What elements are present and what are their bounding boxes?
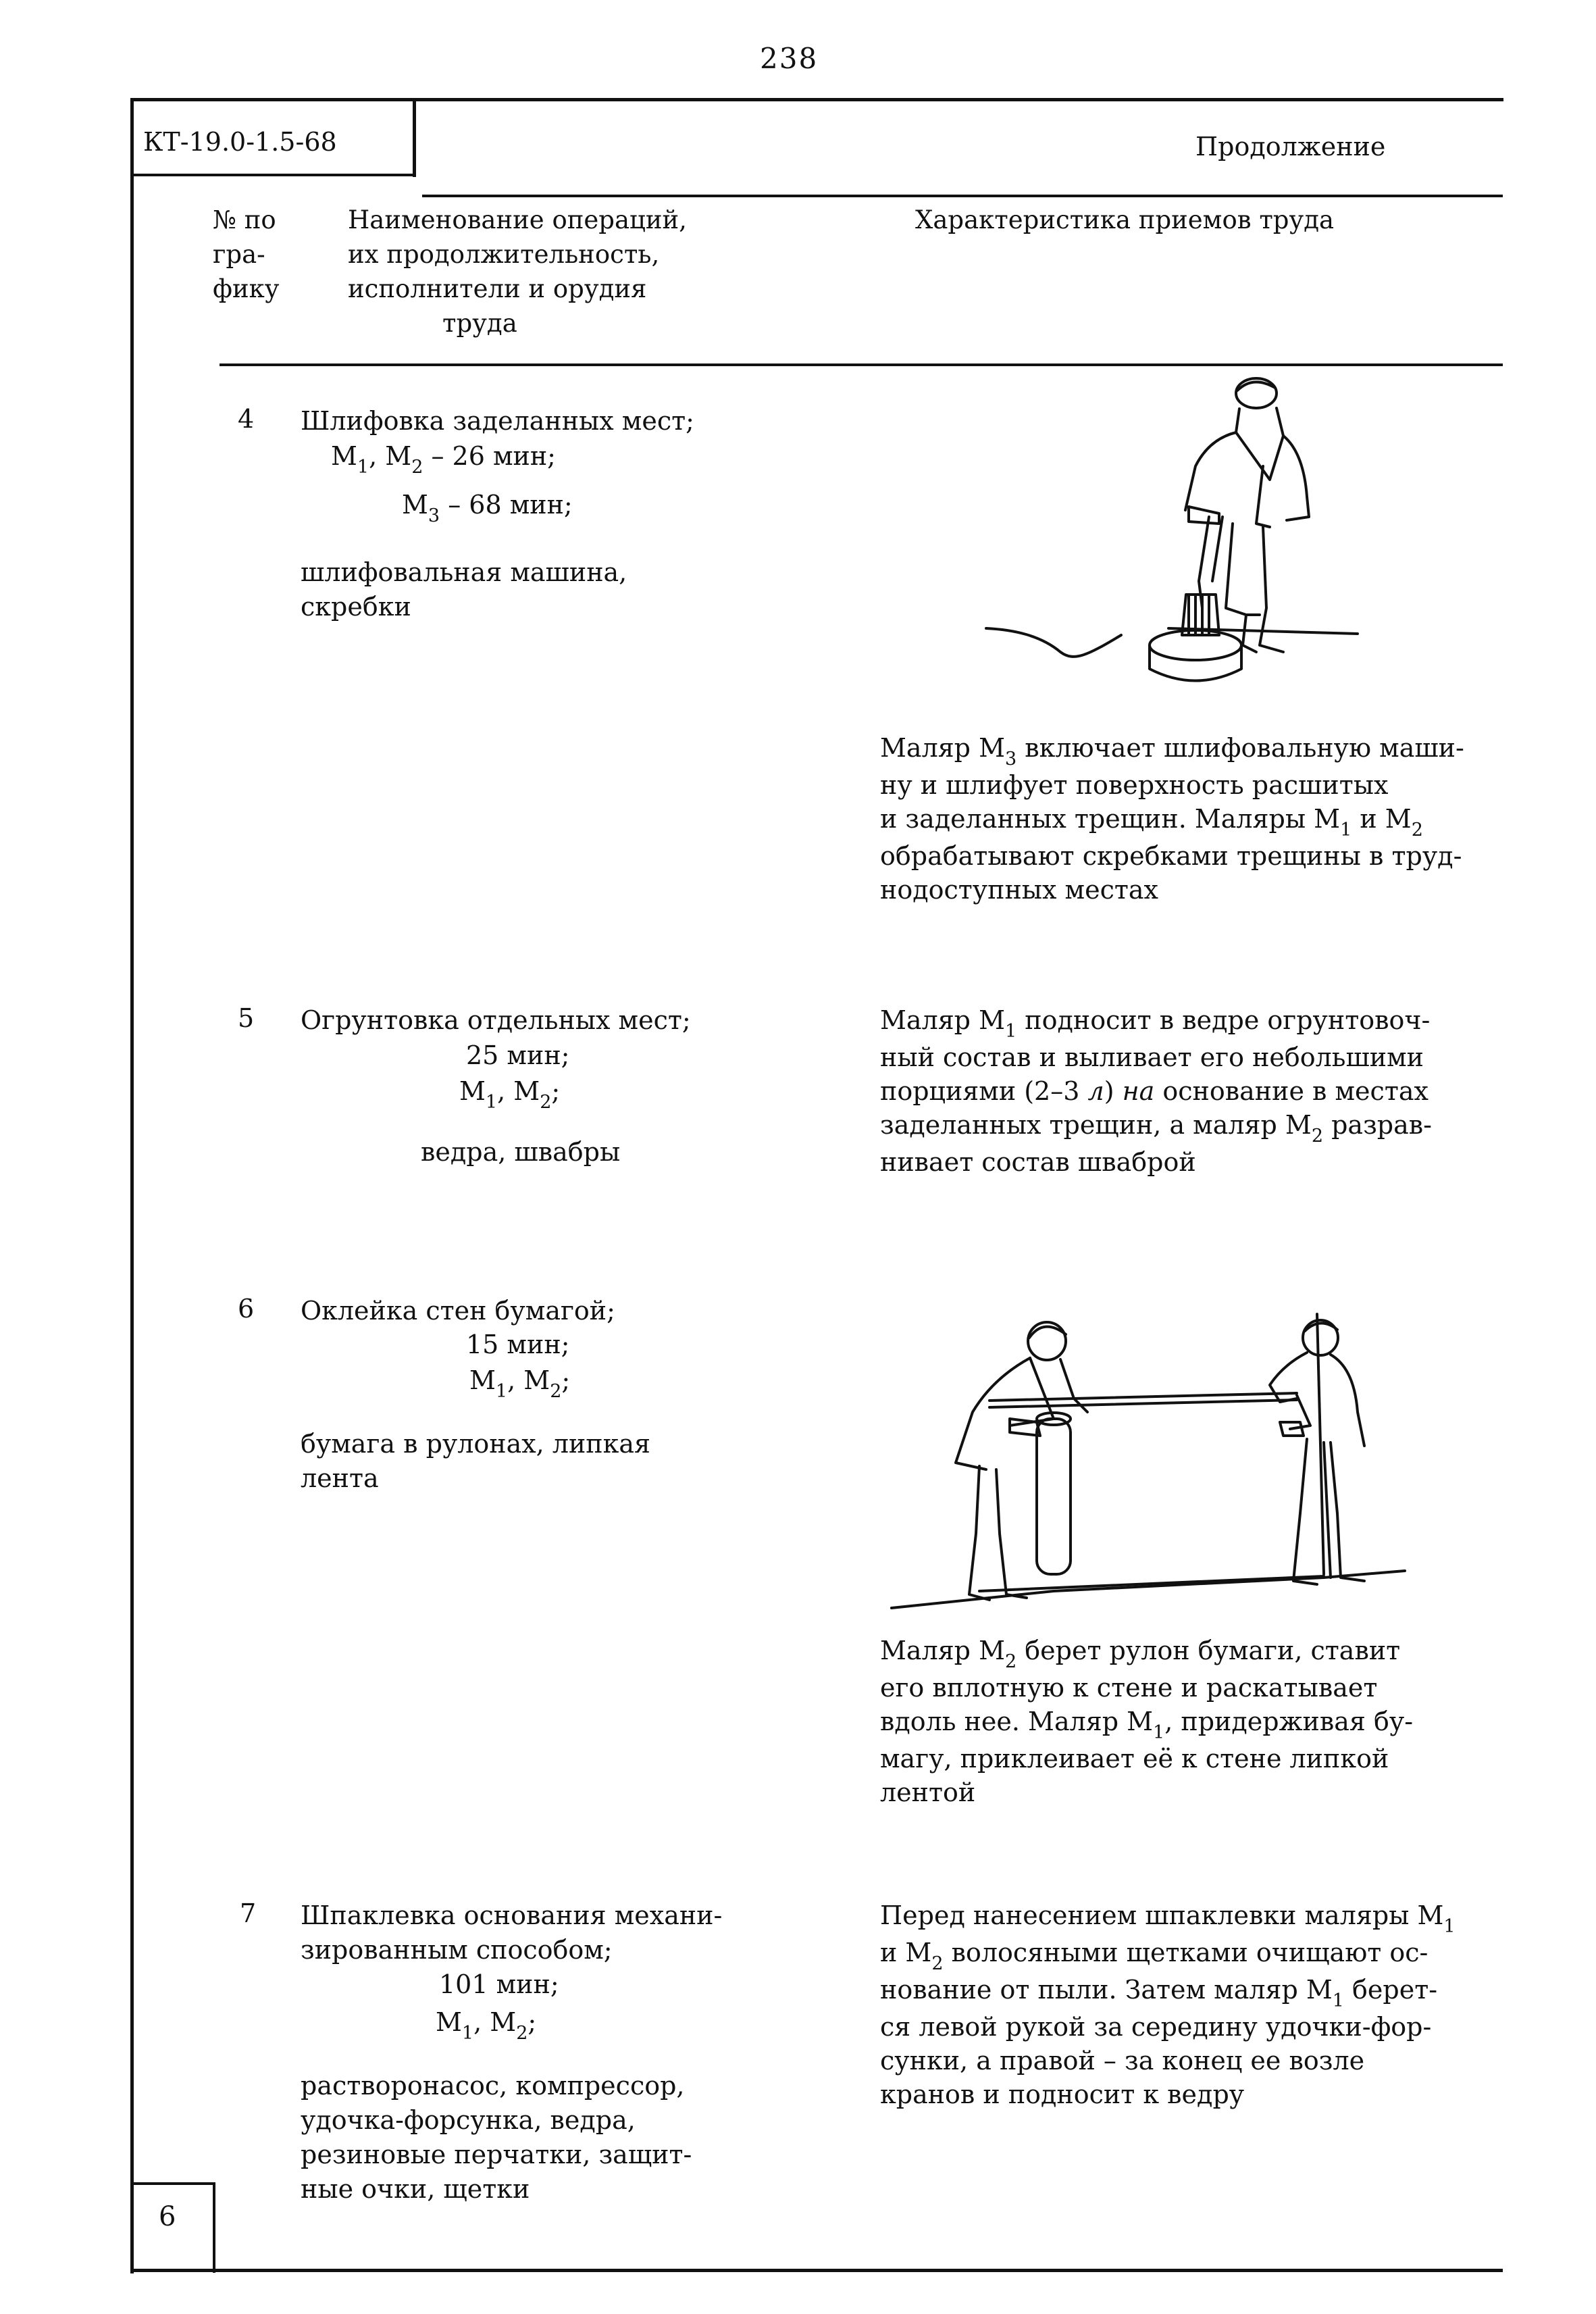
row-4-number: 4 <box>238 404 255 434</box>
sheet-number: 6 <box>159 2201 176 2232</box>
header-col-operations-line: их продолжительность, <box>348 240 660 269</box>
continuation-label: Продолжение <box>1195 132 1386 161</box>
header-col-operations-line: труда <box>442 309 517 338</box>
row-6-tool-line: бумага в рулонах, липкая <box>301 1429 651 1459</box>
row-6-description <box>880 1634 1413 1809</box>
header-col-number-line: фику <box>213 274 280 303</box>
floor-grinding-machine-illustration <box>986 378 1364 716</box>
row-5-description-line: порциями (2–3 л) на основание в местах <box>880 1076 1428 1106</box>
header-top-rule <box>422 195 1503 197</box>
row-6-description-line: его вплотную к стене и раскатывает <box>880 1673 1378 1703</box>
code-box-bottom-rule <box>132 174 415 176</box>
left-frame-border <box>130 98 134 2273</box>
row-5-description-line: ный состав и выливает его небольшими <box>880 1042 1424 1072</box>
header-bottom-rule <box>220 363 1503 366</box>
row-4-description-line: обрабатывают скребками трещины в труд- <box>880 841 1462 871</box>
row-5-operation-name: Огрунтовка отдельных мест; <box>301 1005 691 1035</box>
row-7-tool-line: ные очки, щетки <box>301 2174 530 2204</box>
row-7-description-line: нование от пыли. Затем маляр $М_1$ берет- <box>880 1975 1438 2011</box>
document-code: КТ-19.0-1.5-68 <box>143 127 337 157</box>
two-painters-paper-roll-illustration <box>892 1311 1405 1608</box>
row-5-duration: 25 мин; <box>466 1040 570 1070</box>
row-5-description <box>880 1003 1432 1179</box>
row-4-tools <box>301 555 627 624</box>
row-7-tool-line: резиновые перчатки, защит- <box>301 2140 692 2169</box>
row-6-tool-line: лента <box>301 1463 379 1493</box>
row-5-description-line: заделанных трещин, а маляр $М_2$ разрав- <box>880 1110 1433 1147</box>
row-4-description-line: и заделанных трещин. Маляры $М_1$ и $М_2$ <box>880 804 1423 840</box>
row-4-description-line: Маляр $М_3$ включает шлифовальную маши- <box>880 733 1464 770</box>
header-col-number <box>213 203 280 306</box>
row-7-number: 7 <box>240 1898 257 1928</box>
row-7-description-line: и $М_2$ волосяными щетками очищают ос- <box>880 1938 1428 1974</box>
row-6-description-line: вдоль нее. Маляр $М_1$, придерживая бу- <box>880 1707 1414 1743</box>
row-7-duration: 101 мин; <box>439 1969 559 1999</box>
row-7-tool-line: растворонасос, компрессор, <box>301 2071 685 2101</box>
row-6-description-line: Маляр $М_2$ берет рулон бумаги, ставит <box>880 1636 1401 1672</box>
row-6-description-line: магу, приклеивает её к стене липкой <box>880 1744 1389 1774</box>
row-5-workers: $М_1$, $М_2$; <box>459 1076 561 1113</box>
row-5-tools: ведра, швабры <box>421 1137 621 1167</box>
row-4-workers-line2: $М_3 - 68$ мин; <box>402 490 573 526</box>
row-4-tool-line: шлифовальная машина, <box>301 557 627 587</box>
row-5-description-line: нивает состав шваброй <box>880 1147 1196 1177</box>
header-col-operations-line: Наименование операций, <box>348 205 687 234</box>
row-4-workers-line1: $М_1$, $М_2 - 26$ мин; <box>331 441 556 478</box>
row-4-description-line: нодоступных местах <box>880 875 1158 905</box>
row-6-number: 6 <box>238 1294 255 1324</box>
bottom-rule <box>132 2269 1503 2272</box>
row-7-tool-line: удочка-форсунка, ведра, <box>301 2105 636 2135</box>
row-7-operation-name-line: Шпаклевка основания механи- <box>301 1901 723 1930</box>
row-7-workers: $М_1$, $М_2$; <box>436 2007 537 2044</box>
header-col-number-line: № по <box>213 205 276 234</box>
row-7-description-line: Перед нанесением шпаклевки маляры $М_1$ <box>880 1901 1456 1937</box>
header-col-operations <box>348 203 687 341</box>
row-7-description-line: сунки, а правой – за конец ее возле <box>880 2046 1365 2076</box>
row-6-tools <box>301 1427 650 1496</box>
row-6-description-line: лентой <box>880 1778 976 1807</box>
row-6-workers: $М_1$, $М_2$; <box>469 1365 571 1402</box>
header-col-number-line: гра- <box>213 240 265 269</box>
header-col-operations-line: исполнители и орудия <box>348 274 647 303</box>
header-col-characteristics: Характеристика приемов труда <box>915 205 1335 234</box>
row-7-operation-name-line: зированным способом; <box>301 1935 613 1965</box>
top-rule <box>413 98 1503 101</box>
row-5-number: 5 <box>238 1003 255 1033</box>
row-7-tools <box>301 2069 692 2207</box>
row-6-duration: 15 мин; <box>466 1330 570 1359</box>
row-4-operation-name: Шлифовка заделанных мест; <box>301 406 694 436</box>
row-7-description <box>880 1898 1456 2111</box>
row-7-description-line: кранов и подносит к ведру <box>880 2080 1245 2109</box>
page-number: 238 <box>760 42 819 75</box>
row-4-tool-line: скребки <box>301 592 411 622</box>
row-6-operation-name: Оклейка стен бумагой; <box>301 1296 615 1326</box>
row-7-description-line: ся левой рукой за середину удочки-фор- <box>880 2012 1432 2042</box>
row-7-operation-name <box>301 1898 722 1967</box>
row-4-description <box>880 731 1464 907</box>
row-5-description-line: Маляр $М_1$ подносит в ведре огрунтовоч- <box>880 1005 1431 1042</box>
row-4-description-line: ну и шлифует поверхность расшитых <box>880 770 1389 800</box>
